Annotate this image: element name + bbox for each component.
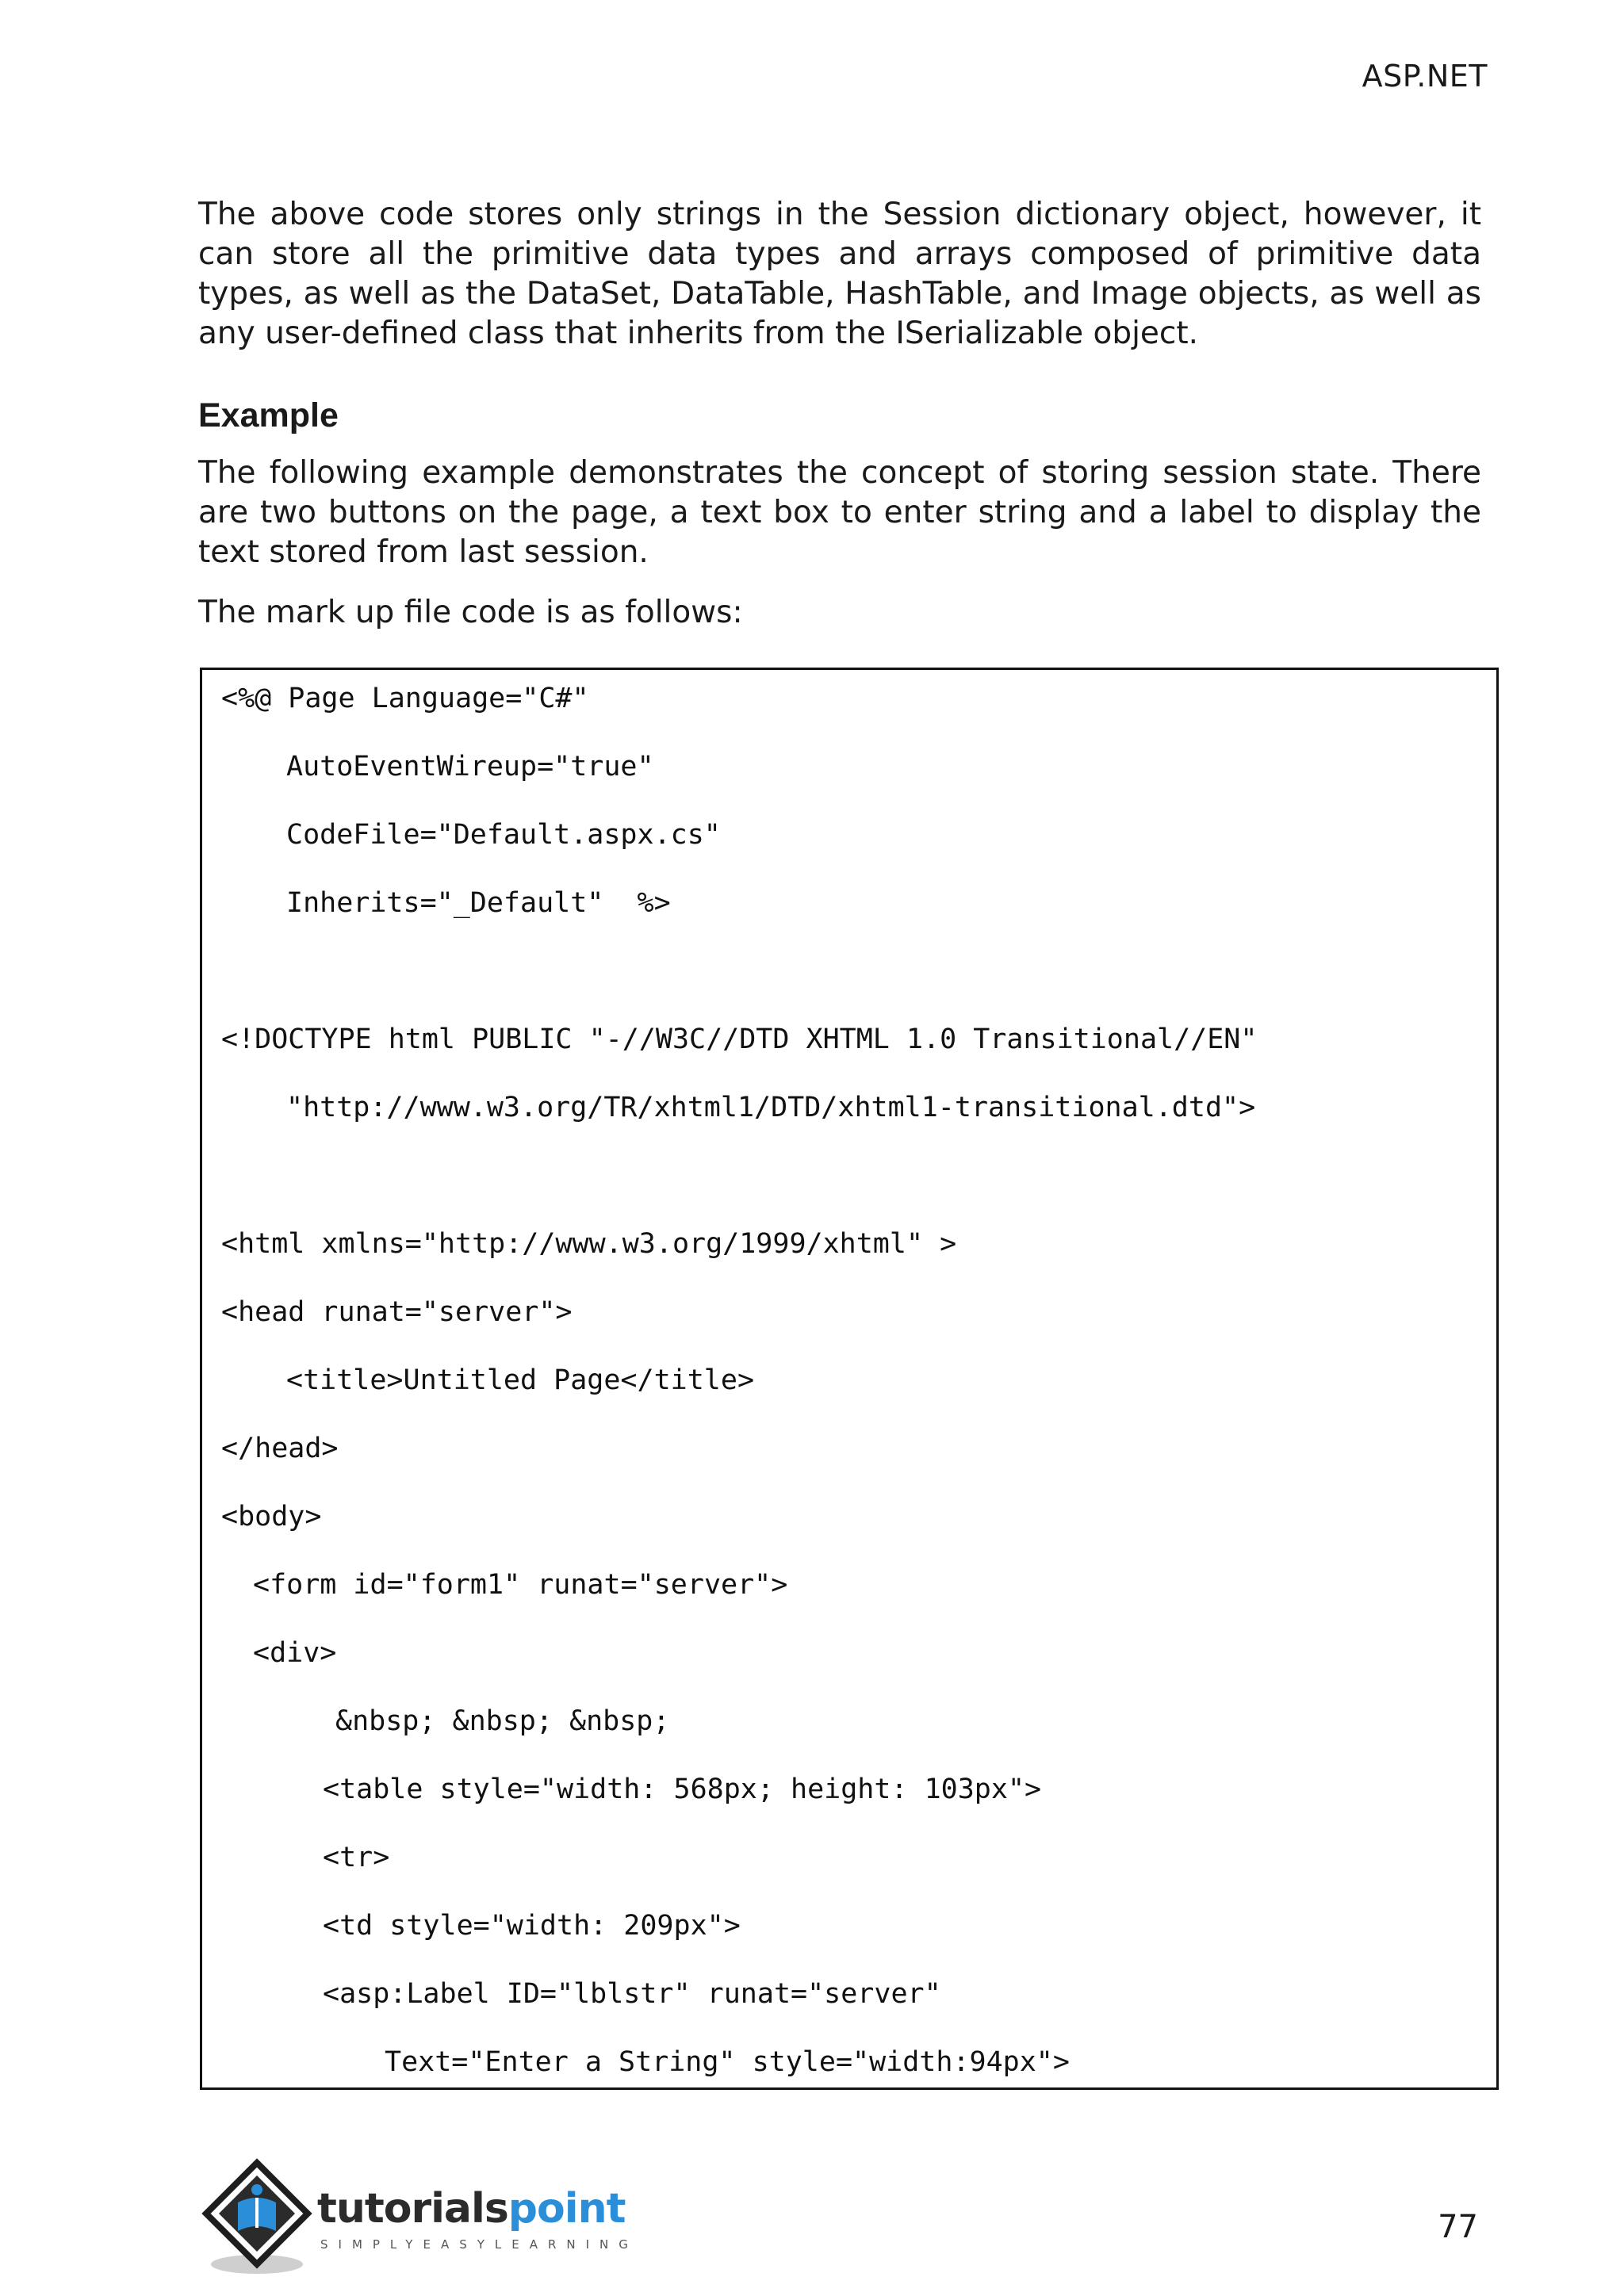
code-line: <table style="width: 568px; height: 103px">	[323, 1774, 1042, 1805]
code-line: Inherits="_Default" %>	[286, 887, 671, 919]
intro-paragraph: The above code stores only strings in the Session dictionary object, however, it can store all the primitive data types and arrays composed of primitive data types, as well as the DataSet, DataTable, HashTable, and Image objects, as well as any user-defined class that inherits from the ISerializable object.	[198, 197, 1481, 351]
code-line: <form id="form1" runat="server">	[253, 1569, 788, 1601]
code-line: </head>	[221, 1433, 339, 1464]
code-line: <td style="width: 209px">	[323, 1910, 741, 1942]
code-line: <div>	[253, 1637, 337, 1669]
code-line: "http://www.w3.org/TR/xhtml1/DTD/xhtml1-transitional.dtd">	[286, 1092, 1256, 1123]
section-heading: Example	[198, 396, 339, 434]
logo-wordmark-main: tutorials	[317, 2185, 508, 2233]
code-line: <title>Untitled Page</title>	[286, 1364, 755, 1396]
code-line: Text="Enter a String" style="width:94px">	[385, 2046, 1070, 2078]
code-block	[200, 668, 1499, 2090]
code-line: <body>	[221, 1501, 322, 1533]
code-line: <tr>	[323, 1842, 390, 1873]
code-line: CodeFile="Default.aspx.cs"	[286, 819, 721, 851]
tutorialspoint-logo	[198, 2155, 638, 2282]
code-line: <head runat="server">	[221, 1296, 573, 1328]
code-line: AutoEventWireup="true"	[286, 751, 654, 783]
running-header: ASP.NET	[1362, 59, 1488, 94]
page-number: 77	[1438, 2209, 1478, 2245]
markup-intro-paragraph: The mark up file code is as follows:	[198, 595, 743, 630]
logo-wordmark-accent: point	[508, 2185, 626, 2233]
example-paragraph: The following example demonstrates the concept of storing session state. There are two buttons on the page, a text box to enter string and a label to display the text stored from last session.	[198, 455, 1481, 570]
logo-tagline: SIMPLYEASYLEARNING	[320, 2237, 638, 2252]
code-line: <%@ Page Language="C#"	[221, 683, 589, 714]
code-line: &nbsp; &nbsp; &nbsp;	[335, 1705, 670, 1737]
code-line: <html xmlns="http://www.w3.org/1999/xhtml" >	[221, 1228, 957, 1260]
code-line: <asp:Label ID="lblstr" runat="server"	[323, 1978, 941, 2010]
logo-diamond-icon	[198, 2155, 317, 2282]
code-line: <!DOCTYPE html PUBLIC "-//W3C//DTD XHTML 1.0 Transitional//EN"	[221, 1024, 1258, 1055]
logo-wordmark	[317, 2185, 625, 2233]
